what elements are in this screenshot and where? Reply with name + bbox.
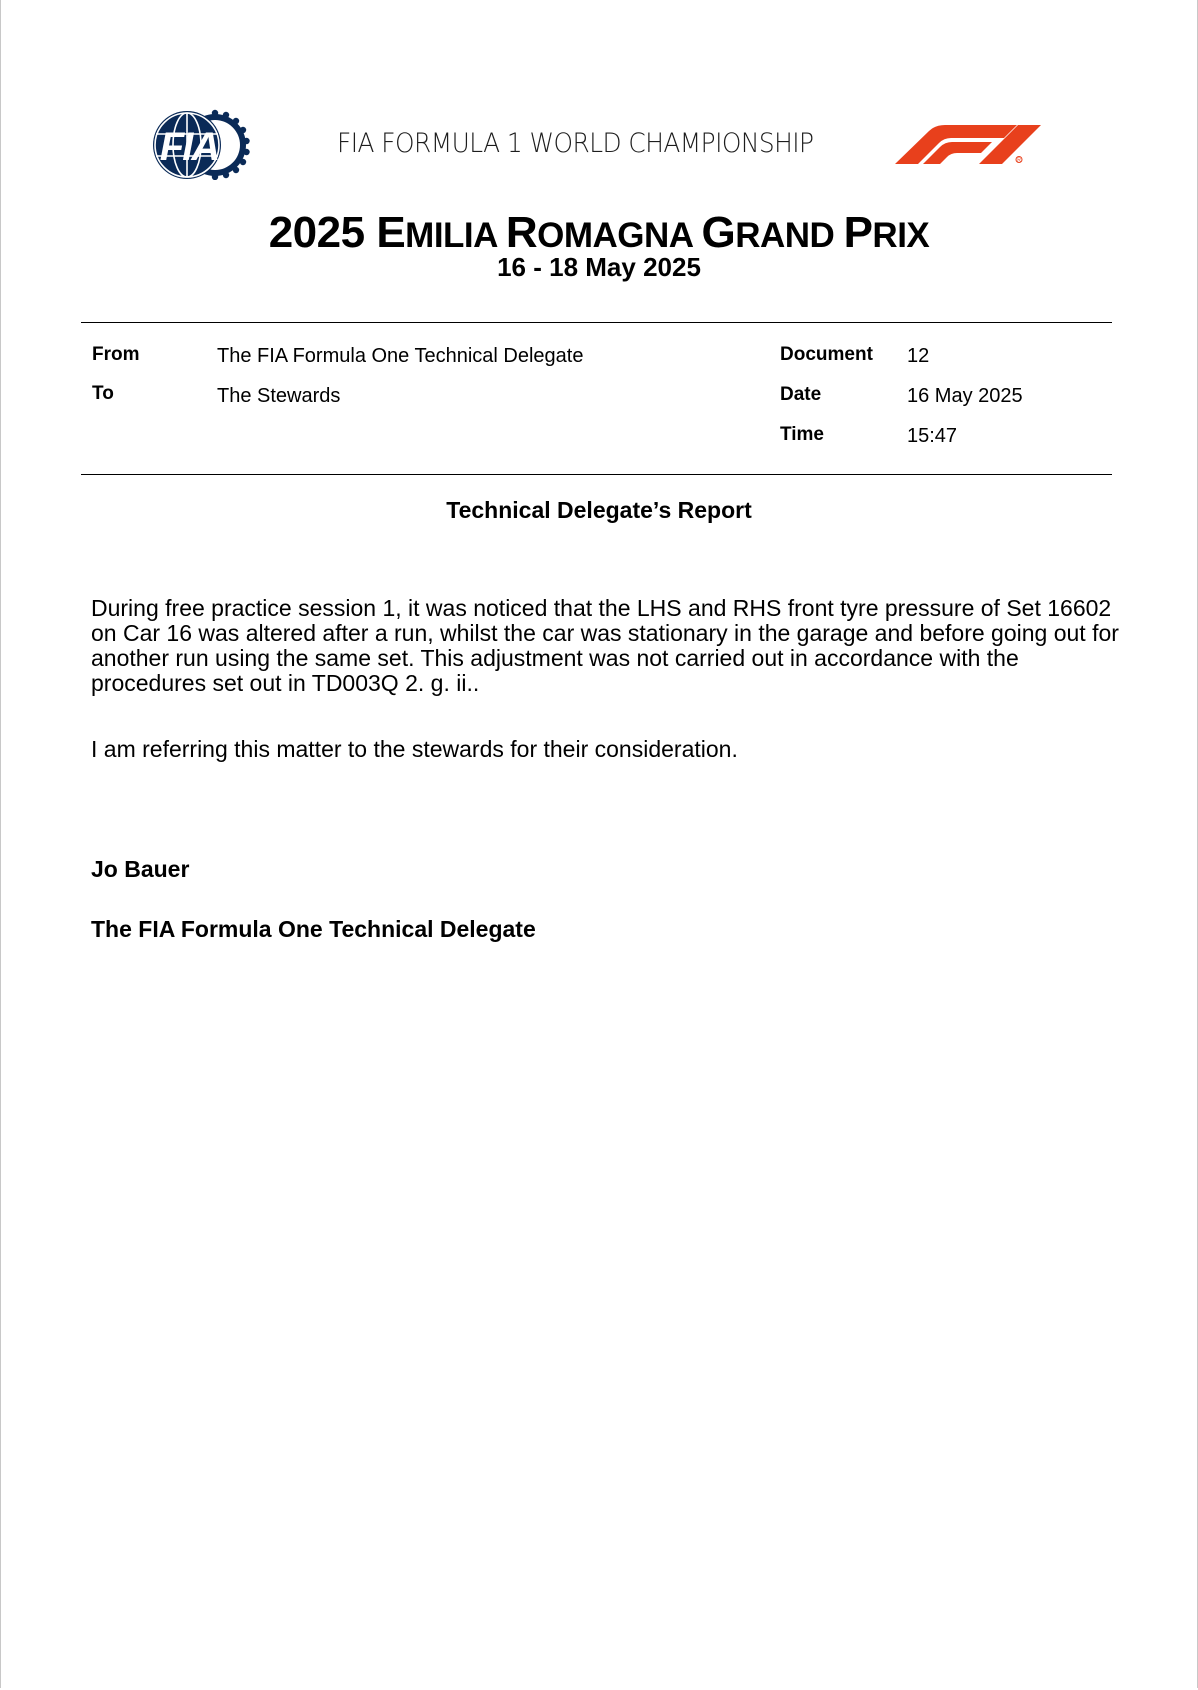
document-value: 12 — [907, 345, 930, 367]
to-label: To — [92, 383, 114, 404]
svg-text:R: R — [1017, 157, 1021, 164]
meta-divider — [81, 474, 1112, 475]
fia-logo — [152, 109, 252, 180]
signature-name: Jo Bauer — [91, 856, 190, 882]
event-dates: 16 - 18 May 2025 — [497, 252, 701, 282]
signature-title: The FIA Formula One Technical Delegate — [91, 916, 536, 942]
to-value: The Stewards — [217, 385, 341, 407]
date-value: 16 May 2025 — [907, 385, 1023, 407]
report-paragraph-1: During free practice session 1, it was noticed that the LHS and RHS front tyre pressure of Set 16602 on Car 16 was altered after a run, whilst the car was stationary in the garage and before going out for another run using the same set. This adjustment was not carried out in accordance with the procedures set out in TD003Q 2. g. ii.. — [91, 595, 1119, 696]
event-title: 2025 EMILIA ROMAGNA GRAND PRIX — [268, 208, 930, 257]
f1-logo-icon — [895, 124, 1041, 164]
time-value: 15:47 — [907, 425, 958, 447]
time-label: Time — [780, 424, 825, 445]
from-label: From — [92, 344, 140, 365]
header-divider — [81, 322, 1112, 323]
championship-title: FIA FORMULA 1 WORLD CHAMPIONSHIP — [337, 128, 814, 159]
document-label: Document — [780, 344, 873, 365]
date-label: Date — [780, 384, 822, 405]
fia-logo-text: FIA — [159, 125, 219, 169]
report-paragraph-2: I am referring this matter to the stewards for their consideration. — [91, 736, 738, 762]
from-value: The FIA Formula One Technical Delegate — [217, 345, 584, 367]
report-title: Technical Delegate’s Report — [446, 497, 752, 523]
